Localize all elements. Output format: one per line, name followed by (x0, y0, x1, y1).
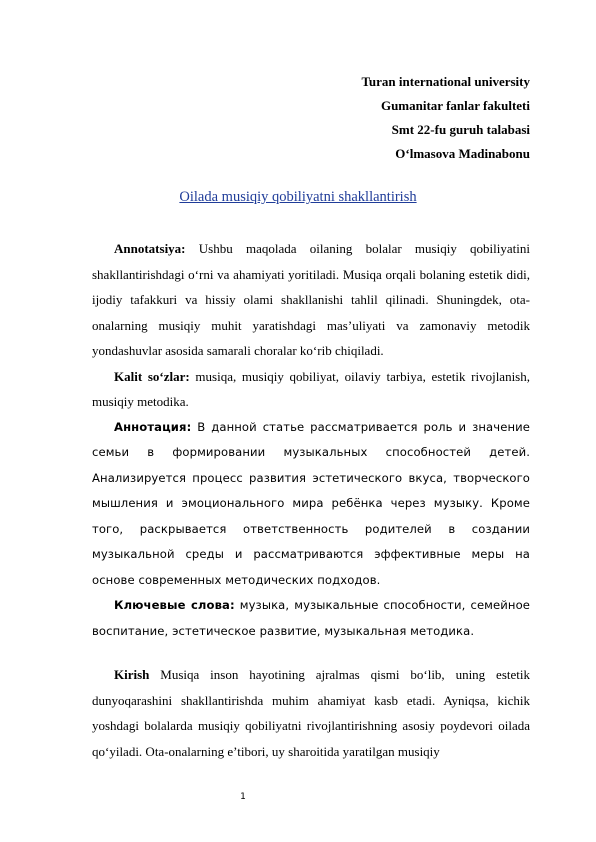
annotation-ru (92, 415, 530, 594)
author-name: O‘lmasova Madinabonu (395, 146, 530, 161)
annotation-uz (92, 236, 530, 364)
introduction-section (92, 662, 530, 764)
article-title[interactable]: Oilada musiqiy qobiliyatni shakllantirish (179, 189, 417, 205)
keywords-ru-text: музыка, музыкальные способности, семейное воспитание, эстетическое развитие, музыкальная методика. (92, 598, 530, 638)
faculty-line: Gumanitar fanlar fakulteti (380, 98, 530, 113)
group-line: Smt 22-fu guruh talabasi (391, 122, 530, 137)
intro-paragraph (92, 662, 530, 764)
university-line: Turan international university (361, 74, 530, 89)
keywords-uz-text: musiqa, musiqiy qobiliyat, oilaviy tarbiya, estetik rivojlanish, musiqiy metodika. (92, 368, 530, 409)
keywords-ru (92, 593, 530, 644)
annotation-uz-label: Annotatsiya: (114, 241, 186, 256)
annotation-uz-text: Ushbu maqolada oilaning bolalar musiqiy qobiliyatini shakllantirishdagi o‘rni va ahamiyati yoritiladi. Musiqa orqali bolaning estetik didi, ijodiy tafakkuri va hissiy olami shakllanishi tahlil qilinadi. Shuningdek, ota-onalarning musiqiy muhit yaratishdagi mas’uliyati va zamonaviy metodik yondashuvlar asosida samarali choralar ko‘rib chiqiladi. (92, 241, 530, 358)
keywords-uz-label: Kalit so‘zlar: (114, 368, 190, 384)
annotation-ru-label: Аннотация: (114, 419, 192, 434)
author-block (361, 70, 530, 166)
page-number: 1 (240, 792, 246, 802)
intro-text: Musiqa inson hayotining ajralmas qismi bo‘lib, uning estetik dunyoqarashini shakllantirishda muhim ahamiyat kasb etadi. Ayniqsa, kichik yoshdagi bolalarda musiqiy qobiliyatni rivojlantirishning asosiy poydevori oilada qo‘yiladi. Ota-onalarning e’tibori, uy sharoitida yaratilgan musiqiy (92, 667, 530, 759)
intro-label: Kirish (114, 667, 150, 682)
annotation-ru-text: В данной статье рассматривается роль и значение семьи в формировании музыкальных способностей детей. Анализируется процесс развития эстетического вкуса, творческого мышления и эмоционального мира ребёнка через музыку. Кроме того, раскрывается ответственность родителей в создании музыкальной среды и рассматриваются эффективные меры на основе современных методических подходов. (92, 419, 530, 587)
keywords-ru-label: Ключевые слова: (114, 598, 235, 612)
abstract-section (92, 236, 530, 644)
keywords-uz (92, 364, 530, 415)
